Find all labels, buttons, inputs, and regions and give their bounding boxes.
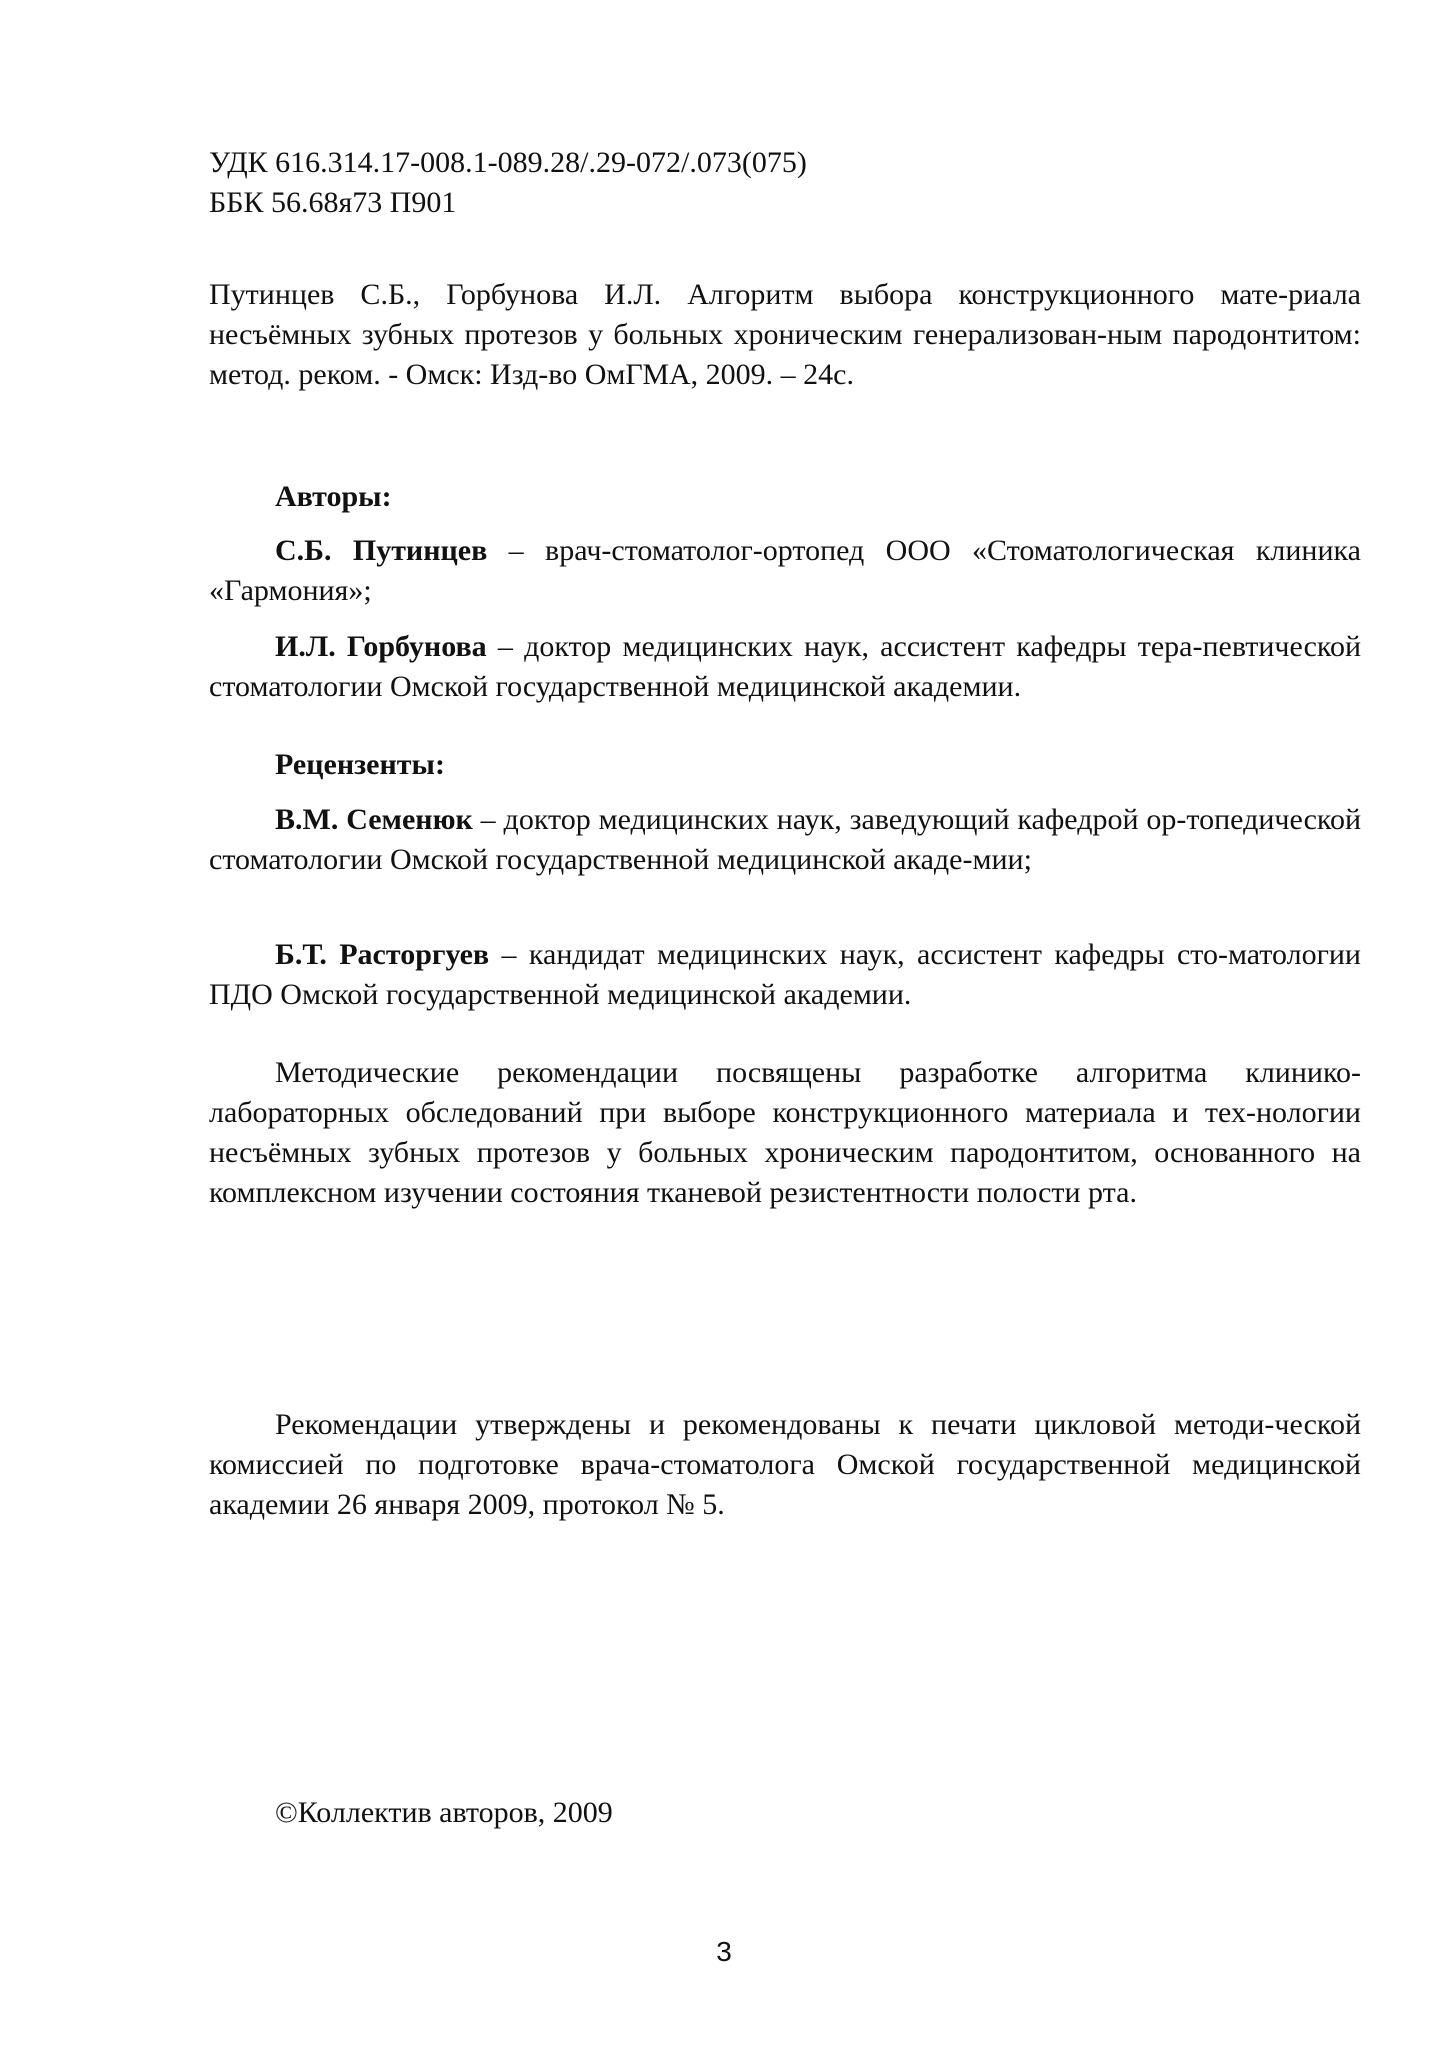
approval-paragraph: Рекомендации утверждены и рекомендованы к печати цикловой методи-ческой комиссией по подготовке врача-стоматолога Омской государственной медицинской академии 26 января 2009, протокол № 5. (209, 1408, 1361, 1521)
author-description: – врач-стоматолог-ортопед ООО «Стоматологическая клиника «Гармония»; (209, 534, 1361, 607)
authors-heading: Авторы: (275, 480, 392, 513)
reviewer-name: В.М. Семенюк (275, 803, 473, 836)
copyright-notice: ©Коллектив авторов, 2009 (275, 1796, 613, 1829)
bbk-code: ББК 56.68я73 П901 (209, 186, 457, 219)
page-number: 3 (716, 1936, 732, 1967)
reviewers-heading: Рецензенты: (275, 748, 445, 781)
reviewer-entry-2 (209, 935, 1361, 1015)
reviewer-description: – доктор медицинских наук, заведующий кафедрой ор-топедической стоматологии Омской государственной медицинской акаде-мии; (209, 803, 1361, 876)
author-entry-2 (209, 627, 1361, 707)
bibliographic-citation: Путинцев С.Б., Горбунова И.Л. Алгоритм выбора конструкционного мате-риала несъёмных зубных протезов у больных хроническим генерализован-ным пародонтитом: метод. реком. - Омск: Изд-во ОмГМА, 2009. – 24с. (209, 278, 1361, 391)
udk-code: УДК 616.314.17-008.1-089.28/.29-072/.073(075) (209, 146, 807, 179)
author-description: – доктор медицинских наук, ассистент кафедры тера-певтической стоматологии Омской государственной медицинской академии. (209, 630, 1362, 703)
author-entry-1 (209, 531, 1361, 611)
author-name: С.Б. Путинцев (275, 534, 488, 567)
classification-codes (209, 143, 1361, 223)
reviewer-description: – кандидат медицинских наук, ассистент кафедры сто-матологии ПДО Омской государственной медицинской академии. (209, 938, 1361, 1011)
reviewer-entry-1 (209, 800, 1361, 880)
author-name: И.Л. Горбунова (275, 630, 487, 663)
abstract-paragraph: Методические рекомендации посвящены разработке алгоритма клинико-лабораторных обследований при выборе конструкционного материала и тех-нологии несъёмных зубных протезов у больных хроническим пародонтитом, основанного на комплексном изучении состояния тканевой резистентности полости рта. (209, 1056, 1361, 1209)
reviewer-name: Б.Т. Расторгуев (275, 938, 490, 971)
